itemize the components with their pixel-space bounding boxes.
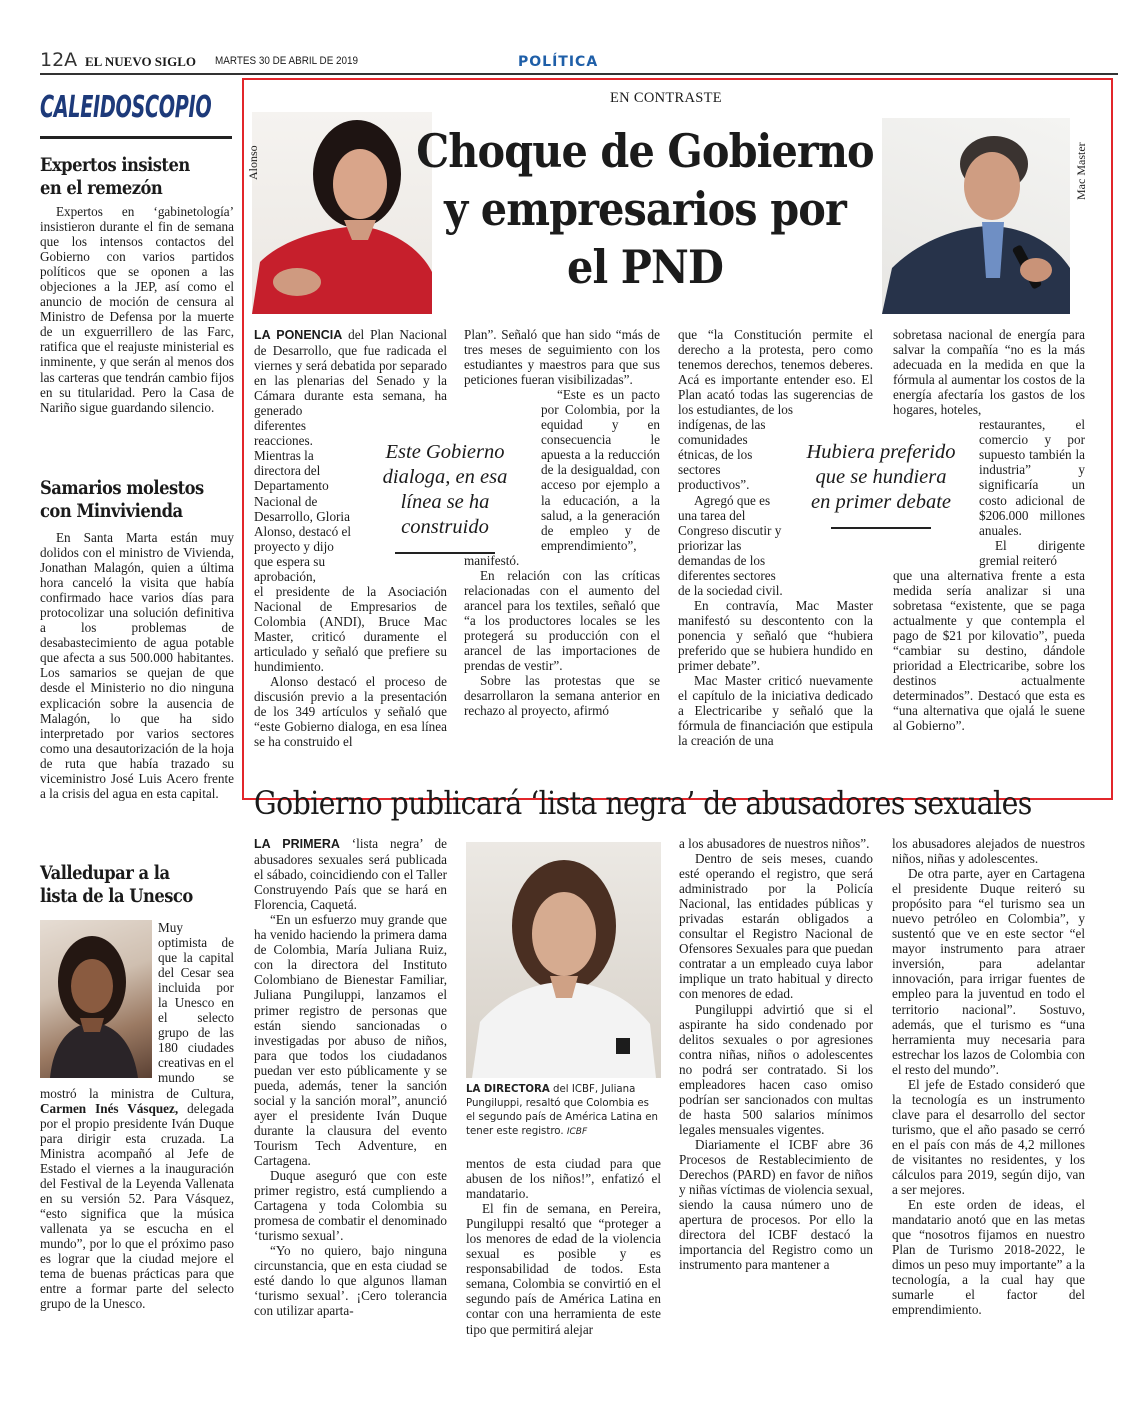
paragraph: que una alternativa frente a esta medida sería analizar si una sobretasa “existente, que se paga actualmente y que contempla el pago de $21 por kilovatio”, pueda “cambiar su destino, dándole prioridad a Electricaribe, sobre los destinos actualmente determinados”. Destacó que esta es “una alternativa que ojalá le suene al Gobierno”. (893, 567, 1085, 734)
caption-lead: LA DIRECTORA (466, 1084, 550, 1095)
headline-line: Choque de Gobierno (416, 124, 874, 178)
paragraph: “Yo no quiero, bajo ninguna circunstancia, que en esta ciudad se esté dando lo que algunos llaman ‘turismo sexual’. ¡Cero tolerancia con utilizar aparta- (254, 1243, 447, 1319)
caption-credit: ICBF (566, 1127, 588, 1137)
person-silhouette-icon (466, 842, 661, 1078)
paragraph (254, 836, 447, 912)
sidebar-story1-body (40, 204, 234, 415)
paragraph: Agregó que es una tarea del Congreso discutir y priorizar las demandas de los diferentes sectores de la sociedad civil. (678, 492, 783, 598)
story2-col3 (679, 836, 873, 1272)
wrap-area (979, 417, 1085, 567)
text-run: del Plan Nacional de Desarrollo, que fue radicada el viernes y será debatida por separado en las plenarias del Senado y la Cámara durante esta semana, ha generado (254, 327, 448, 419)
person-silhouette-icon (882, 118, 1070, 314)
masthead-rule (40, 73, 1118, 75)
sidebar-story2-headline (40, 477, 204, 523)
page-number: 12A (40, 49, 78, 71)
masthead (40, 44, 1115, 74)
sidebar-title-rule (40, 136, 232, 139)
paragraph: El fin de semana, en Pereira, Pungiluppi resaltó que “proteger a los menores de edad de la violencia sexual es posible y es responsabilidad de todos. Esta semana, Colombia se convirtió en el segundo país de América Latina en contar con una herramienta de este tipo que permitirá alejar (466, 1201, 661, 1337)
headline-line: el PND (567, 240, 723, 294)
person-name: Carmen Inés Vásquez, (40, 1100, 179, 1116)
story2-col4 (892, 836, 1085, 1318)
paragraph: El dirigente gremial reiteró (979, 537, 1085, 568)
story2-headline: Gobierno publicará ‘lista negra’ de abusadores sexuales (254, 784, 1032, 822)
paragraph: manifestó. (464, 552, 520, 568)
paragraph: “En un esfuerzo muy grande que ha venido haciendo la primera dama de Colombia, María Juliana Ruiz, con la directora del Instituto Colombiano de Bienestar Familiar, Juliana Pungiluppi, lanzamos el primer registro de personas que están siendo sancionadas o investigadas por abuso de niños, para que todos los ciudadanos puedan ver esto públicamente y se pueda, además, tener la sanción social y la sanción moral”, anunció ayer el presidente Iván Duque durante la clausura del evento Tourism Tech Adventure, en Cartagena. (254, 912, 447, 1168)
story2-col1 (254, 836, 447, 1319)
photo-credit-right: Mac Master (1074, 142, 1088, 200)
paragraph: Dentro de seis meses, cuando esté operando el registro, que será administrado por la Policía Nacional, las entidades públicas y privadas estarán obligados a consultar el Registro Nacional de Ofensores Sexuales para que puedan contratar a un empleado cuya labor implique un trato habitual y directo con menores de edad. (679, 851, 873, 1002)
story2-col2 (466, 1156, 661, 1337)
lead-in: LA PRIMERA (254, 837, 340, 851)
text-run: ‘lista negra’ de abusadores sexuales será publicada el sábado, coincidiendo con el Taller Construyendo País que se hará en Florencia, Caquetá. (254, 836, 448, 913)
sidebar-story1-headline (40, 154, 190, 200)
headline-line: Valledupar a la (40, 862, 170, 884)
text-run: Muy optimista de que la capital del Cesar sea incluida por la Unesco en el selecto grupo de las 180 ciudades creativas en el mundo se mostró la ministra de Cultura, (40, 920, 234, 1101)
paper-name: EL NUEVO SIGLO (85, 54, 196, 69)
sidebar-title: CALEIDOSCOPIO (40, 90, 212, 125)
headline-line: lista de la Unesco (40, 885, 193, 907)
headline-line: Samarios molestos (40, 477, 204, 499)
paragraph: “Este es un pacto por Colombia, por la equidad y en consecuencia le apuesta a la reducción de la desigualdad, con acceso por ejemplo a la educación, a la salud, a la generación de empleo y de emprendimiento”, (541, 387, 660, 553)
paragraph: Duque aseguró que con este primer registro, está cumpliendo a Cartagena y toda Colombia su promesa de combatir el denominado ‘turismo sexual’. (254, 1168, 447, 1244)
minister-photo (40, 920, 152, 1078)
paragraph: mentos de esta ciudad para que abusen de los niños!”, enfatizó el mandatario. (466, 1156, 661, 1202)
paragraph: que “la Constitución permite el derecho a la protesta, pero como tenemos derechos, tenemos deberes. Acá es importante entender eso. El Plan acató todas las sugerencias de los estudiantes, de los (678, 327, 873, 418)
pungiluppi-photo (466, 842, 661, 1078)
paragraph: En contravía, Mac Master manifestó su descontento con la ponencia y señaló que “hubiera preferido que se hubiera hundido en primer debate”. (678, 597, 873, 674)
caption-text: del ICBF, Juliana Pungiluppi, resaltó que Colombia es el segundo país de América Latina en tener este registro. (466, 1084, 658, 1137)
paragraph: Expertos en ‘gabinetología’ insistieron durante el fin de semana que los intensos contactos del Gobierno con varios partidos políticos que se oponen a las objeciones a la JEP, así como el anuncio de moción de censura al Ministro de Defensa por la muerte de un exguerrillero de las Farc, ratifica que el reajuste ministerial es inminente, y que serán al menos dos las carteras que tendrán cambio fijos en su titularidad. Pero la Casa de Nariño sigue guardando silencio. (40, 204, 234, 415)
pull-quote-text: Hubiera preferido que se hundiera en primer debate (806, 441, 956, 513)
paragraph: el presidente de la Asociación Nacional de Empresarios de Colombia (ANDI), Bruce Mac Master, criticó duramente el articulado y señaló que prefiere su hundimiento. (254, 583, 447, 675)
headline-line: Expertos insisten (40, 154, 190, 176)
paragraph: El jefe de Estado consideró que la tecnología es un instrumento clave para el desarrollo del sector turismo, que el año pasado se cerró en el país con más de 4,2 millones de visitantes no residentes, y los cálculos para 2019, según dijo, van a ser mejores. (892, 1076, 1085, 1198)
photo-caption (466, 1083, 661, 1139)
pull-quote-text: Este Gobierno dialoga, en esa línea se ha construido (382, 441, 508, 538)
sidebar-story3-headline (40, 862, 193, 908)
sidebar-story3-body (40, 920, 234, 1311)
paragraph: a los abusadores de nuestros niños”. (679, 836, 870, 851)
section-name: POLÍTICA (518, 54, 599, 70)
story1-col4 (893, 327, 1085, 733)
wrap-area (254, 418, 354, 584)
story1-col3 (678, 327, 873, 748)
paragraph: diferentes reacciones. Mientras la directora del Departamento Nacional de Desarrollo, Gloria Alonso, destacó el proyecto y dijo que espera su aprobación, (254, 418, 352, 584)
paragraph: En Santa Marta están muy dolidos con el ministro de Vivienda, Jonathan Malagón, quien a última hora canceló la visita que había confirmado hace varios días para protocolizar una solución definitiva a los problemas de desabastecimiento de agua potable que afecta a sus 500.000 habitantes. Los samarios se quejan de que desde el Ministerio no dio ninguna explicación sobre la ausencia de Malagón, lo que ha sido interpretado por varios sectores como una desautorización de la hoja de ruta que había trazado su viceministro José Luis Acero frente a la crisis del agua en esta capital. (40, 530, 234, 801)
paragraph: Diariamente el ICBF abre 36 Procesos de Restablecimiento de Derechos (PARD) en favor de niños y niñas víctimas de violencia sexual, siendo la causa número uno de apertura de procesos. Por ello la directora del ICBF destacó la importancia del Registro como un instrumento para mantener a (679, 1136, 873, 1273)
wrap-area (678, 417, 788, 598)
lead-in: LA PONENCIA (254, 328, 343, 342)
sidebar (40, 82, 236, 1382)
paragraph: Pungiluppi advirtió que si el aspirante ha sido condenado por delitos sexuales o por agresiones contra niñas, niños o adolescentes no podrá ser contratado. Si los empleadores hacen caso omiso podrían ser sancionados con multas de hasta 500 salarios mínimos legales mensuales vigentes. (679, 1001, 873, 1137)
paragraph: restaurantes, el comercio y por supuesto también la industria” y significaría un costo adicional de $206.000 millones anuales. (979, 417, 1085, 538)
paragraph: Mac Master criticó nuevamente el capítulo de la iniciativa dedicado a Electricaribe y señaló que la fórmula de financiación que estipula la creación de una (678, 673, 873, 749)
paragraph: Alonso destacó el proceso de discusión previo a la presentación de los 349 artículos y señaló que “este Gobierno dialoga, en esa línea se ha construido el (254, 674, 447, 750)
headline-line: con Minvivienda (40, 500, 183, 522)
text-run: delegada por el propio presidente Iván Duque para dirigir esta cruzada. La Ministra acompañó al Jefe de Estado el viernes a la inauguración del Festival de la Leyenda Vallenata en su versión 52. Para Vásquez, “esto significa que la música vallenata ya se escucha en el mundo”, por lo que el próximo paso es lograr que la ciudad mejore el tema de buenas prácticas para que entre a formar parte del selecto grupo de la Unesco. (40, 1100, 234, 1312)
paragraph: En relación con las críticas relacionadas con el aumento del arancel para los textiles, señaló que “a los productores locales se les protegerá su producción con el arancel de las importaciones de prendas de vestir”. (464, 567, 660, 674)
paragraph: De otra parte, ayer en Cartagena el presidente Duque reiteró su propósito para “el turismo sea un nuevo petróleo en Colombia”, y sustentó que ve en este sector “el mayor instrumento para atraer inversión, para adelantar innovación, para irrigar fuentes de empleo para la juventud en todo el territorio nacional”. Sostuvo, además, que el turismo es “una herramienta muy necesaria para estrechar los lazos de Colombia con el resto del mundo”. (892, 866, 1085, 1077)
person-silhouette-icon (40, 920, 152, 1078)
headline-line: en el remezón (40, 177, 163, 199)
kicker: EN CONTRASTE (610, 90, 722, 106)
paragraph: sobretasa nacional de energía para salvar la compañía “no es la más adecuada en la medida en que la fórmula al aumentar los costos de la energía afectaría los gastos de los hogares, hoteles, (893, 327, 1085, 418)
paragraph: Sobre las protestas que se desarrollaron la semana anterior en rechazo al proyecto, afirmó (464, 673, 660, 719)
photo-credit-left: Alonso (246, 145, 260, 180)
paragraph (254, 327, 447, 418)
paragraph: los abusadores alejados de nuestros niños, niñas y adolescentes. (892, 836, 1085, 867)
paragraph: indígenas, de las comunidades étnicas, de los sectores productivos”. (678, 417, 766, 493)
wrap-area (541, 387, 660, 553)
macmaster-photo (882, 118, 1070, 314)
sidebar-story2-body (40, 530, 234, 801)
story1-headline (375, 122, 915, 296)
paragraph: Plan”. Señaló que han sido “más de tres meses de seguimiento con los estudiantes y maestros para que sus peticiones fueran visibilizadas”. (464, 327, 660, 388)
headline-line: y empresarios por (444, 182, 846, 236)
story1-col2 (464, 327, 660, 718)
issue-date: MARTES 30 DE ABRIL DE 2019 (215, 55, 359, 67)
paragraph: En este orden de ideas, el mandatario anotó que en las metas que “nosotros fijamos en nuestro Plan de Turismo 2018-2022, le dimos un peso muy importante” a la tecnología, a la cual hay que sumarle el factor del emprendimiento. (892, 1197, 1085, 1318)
